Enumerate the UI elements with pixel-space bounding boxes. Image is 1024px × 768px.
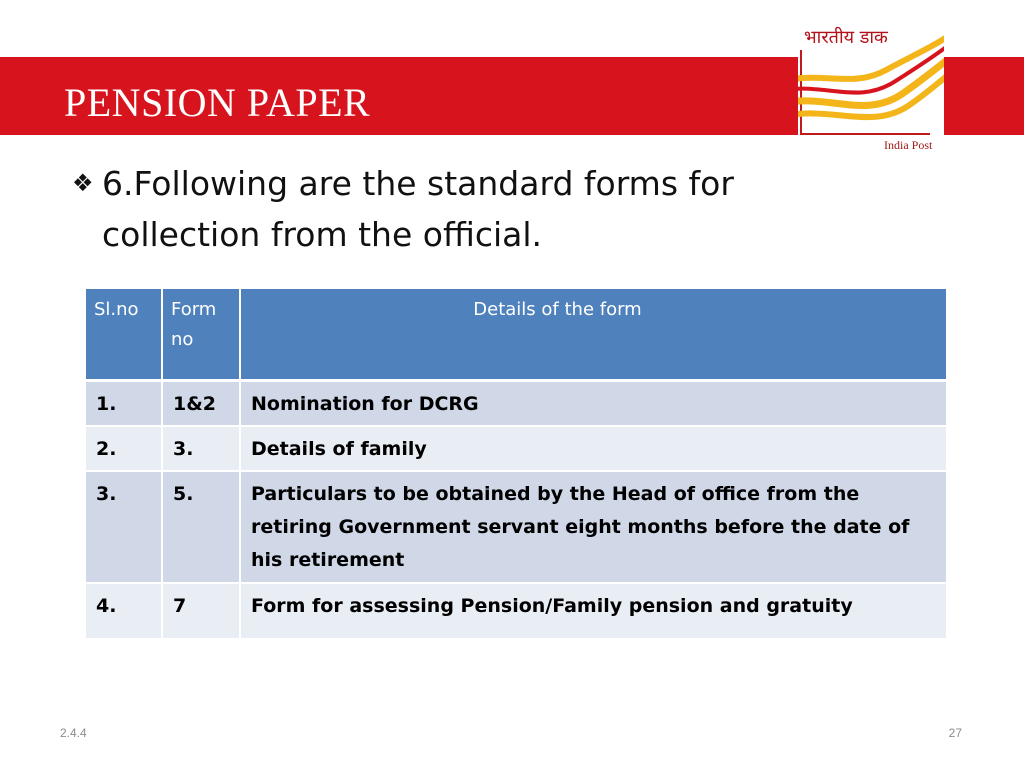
bullet-line-1 bbox=[72, 158, 832, 209]
cell-form: 5. bbox=[162, 471, 240, 583]
cell-form: 7 bbox=[162, 583, 240, 639]
cell-sl: 2. bbox=[86, 426, 162, 471]
cell-sl: 4. bbox=[86, 583, 162, 639]
logo-hindi-text: भारतीय डाक bbox=[804, 27, 888, 48]
cell-form: 1&2 bbox=[162, 380, 240, 426]
cell-sl: 1. bbox=[86, 380, 162, 426]
cell-details: Nomination for DCRG bbox=[240, 380, 947, 426]
header-form-no-line-1: Form bbox=[171, 299, 217, 320]
table-row bbox=[86, 583, 947, 639]
cell-details: Details of family bbox=[240, 426, 947, 471]
diamond-bullet-icon: ❖ bbox=[72, 169, 94, 197]
bullet-text-line-1: 6.Following are the standard forms for bbox=[102, 164, 734, 203]
slide-title: PENSION PAPER bbox=[64, 80, 371, 125]
india-post-logo bbox=[798, 24, 944, 156]
cell-details: Form for assessing Pension/Family pension and gratuity bbox=[240, 583, 947, 639]
cell-sl: 3. bbox=[86, 471, 162, 583]
table-row bbox=[86, 471, 947, 583]
table-header-row bbox=[86, 289, 947, 380]
header-sl-no: Sl.no bbox=[86, 289, 162, 380]
bullet-point bbox=[72, 158, 832, 260]
forms-table bbox=[86, 289, 948, 640]
header-form-no-line-2: no bbox=[171, 329, 194, 350]
cell-details: Particulars to be obtained by the Head of office from the retiring Government servant eight months before the date of his retirement bbox=[240, 471, 947, 583]
header-form-no bbox=[162, 289, 240, 380]
logo-english-text: India Post bbox=[884, 138, 933, 152]
table-row bbox=[86, 380, 947, 426]
bullet-text-line-2: collection from the official. bbox=[102, 215, 543, 254]
page-number: 27 bbox=[948, 726, 962, 740]
footer-section-number: 2.4.4 bbox=[60, 726, 87, 740]
table-row bbox=[86, 426, 947, 471]
header-details: Details of the form bbox=[240, 289, 947, 380]
cell-form: 3. bbox=[162, 426, 240, 471]
